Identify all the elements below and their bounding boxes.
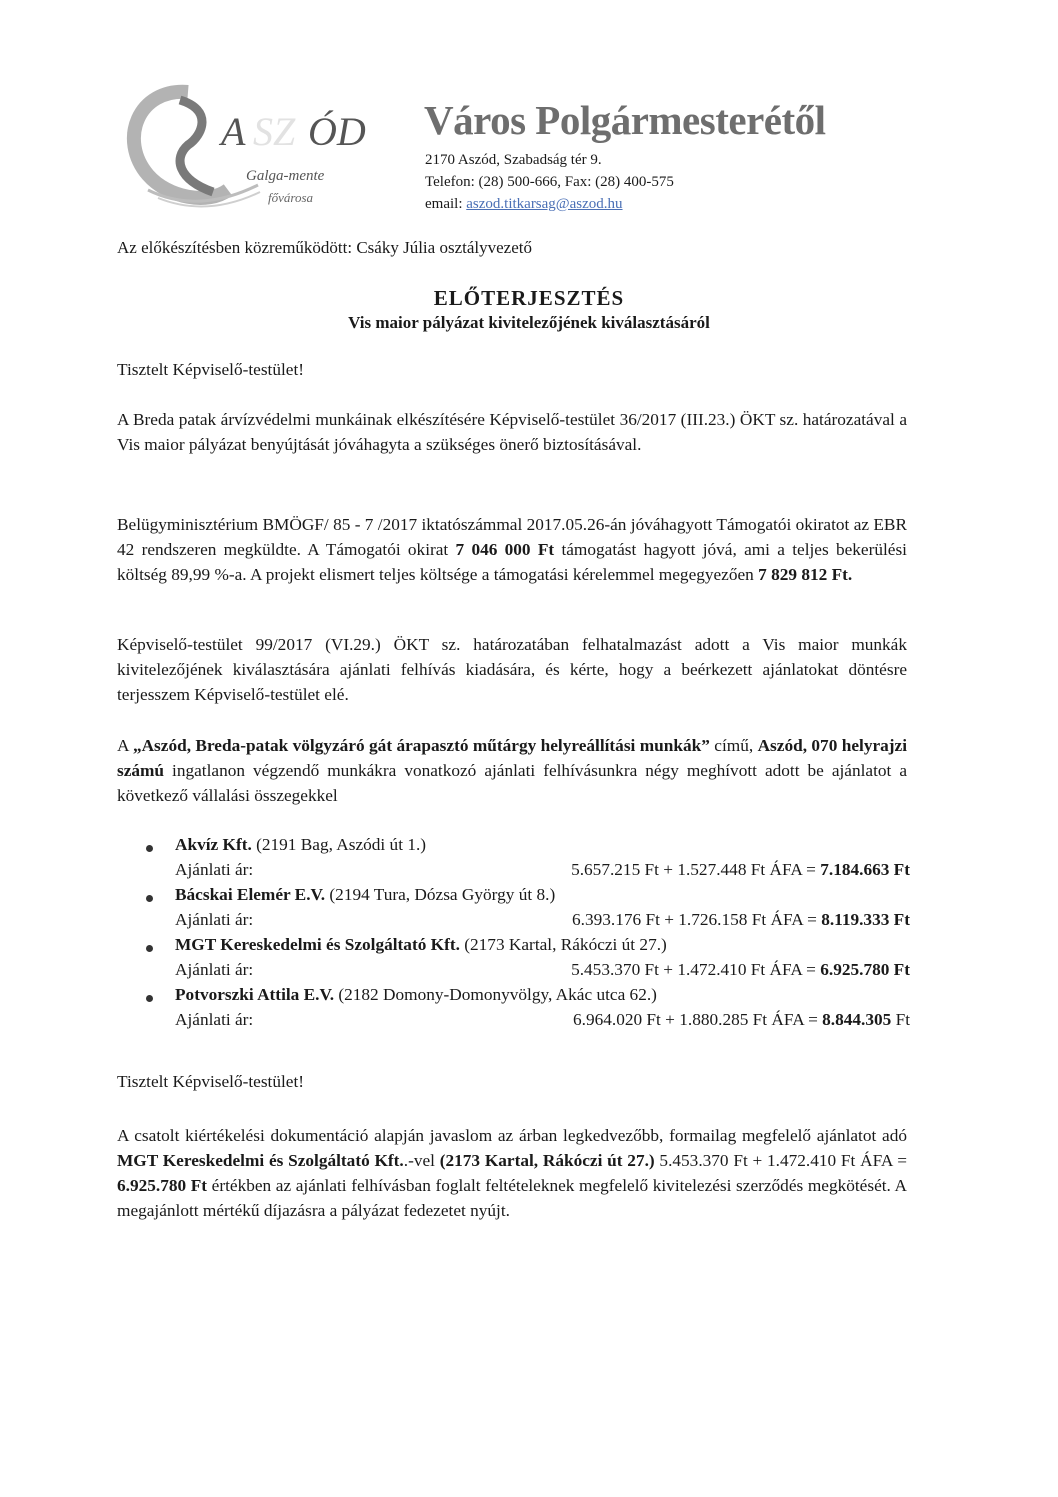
offer-price: 5.657.215 Ft + 1.527.448 Ft ÁFA = 7.184.663 Ft xyxy=(571,860,910,879)
offer-company: Akvíz Kft. xyxy=(175,835,252,854)
offer-item xyxy=(140,885,910,935)
conclusion-paragraph: A csatolt kiértékelési dokumentáció alapján javaslom az árban legkedvezőbb, formailag megfelelő ajánlatot adó MGT Kereskedelmi és Szolgáltató Kft..-vel (2173 Kartal, Rákóczi út 27.) 5.453.370 Ft + 1.472.410 Ft ÁFA = 6.925.780 Ft értékben az ajánlati felhívásban foglalt feltételeknek megfelelő kivitelezési szerződés megkötését. A megajánlott mértékű díjazásra a pályázat fedezetet nyújt. xyxy=(117,1126,907,1220)
svg-text:A: A xyxy=(221,109,246,154)
offer-price: 6.393.176 Ft + 1.726.158 Ft ÁFA = 8.119.333 Ft xyxy=(572,910,910,929)
offer-item xyxy=(140,935,910,985)
svg-text:fővárosa: fővárosa xyxy=(268,190,314,205)
header-email-line xyxy=(425,194,623,214)
winner-company: MGT Kereskedelmi és Szolgáltató Kft. xyxy=(117,1151,404,1170)
document-title: ELŐTERJESZTÉS xyxy=(433,286,625,310)
header-title: Város Polgármesterétől xyxy=(424,97,826,143)
email-label: email: xyxy=(425,196,467,212)
aszod-logo xyxy=(118,80,368,215)
offer-company: Bácskai Elemér E.V. xyxy=(175,885,326,904)
offer-price-label: Ajánlati ár: xyxy=(175,860,254,879)
winner-total: 6.925.780 Ft xyxy=(117,1176,208,1195)
email-link[interactable]: aszod.titkarsag@aszod.hu xyxy=(466,196,623,212)
offer-item xyxy=(140,835,910,885)
greeting-2: Tisztelt Képviselő-testület! xyxy=(117,1072,305,1091)
bullet-icon xyxy=(146,945,153,952)
bullet-icon xyxy=(146,845,153,852)
header-address: 2170 Aszód, Szabadság tér 9. xyxy=(425,152,602,168)
offer-address: (2194 Tura, Dózsa György út 8.) xyxy=(325,885,556,904)
offer-address: (2173 Kartal, Rákóczi út 27.) xyxy=(459,935,667,954)
document-subtitle: Vis maior pályázat kivitelezőjének kiválasztásáról xyxy=(348,313,710,332)
winner-address: (2173 Kartal, Rákóczi út 27.) xyxy=(439,1151,655,1170)
grant-amount: 7 046 000 Ft xyxy=(455,540,555,559)
paragraph-2: Belügyminisztérium BMÖGF/ 85 - 7 /2017 iktatószámmal 2017.05.26-án jóváhagyott Támogatói okiratot az EBR 42 rendszeren megküldte. A Támogatói okirat 7 046 000 Ft támogatást hagyott jóvá, ami a teljes bekerülési költség 89,99 %-a. A projekt elismert teljes költsége a támogatási kérelemmel megegyezően 7 829 812 Ft. xyxy=(117,515,907,584)
offer-price: 6.964.020 Ft + 1.880.285 Ft ÁFA = 8.844.305 Ft xyxy=(572,1010,910,1029)
greeting: Tisztelt Képviselő-testület! xyxy=(117,360,305,379)
offer-price-label: Ajánlati ár: xyxy=(175,1010,254,1029)
paragraph-1: A Breda patak árvízvédelmi munkáinak elkészítésére Képviselő-testület 36/2017 (III.23.) ÖKT sz. határozatával a Vis maior pályázat benyújtását jóváhagyta a szükséges önerő biztosításával. xyxy=(117,410,907,454)
parcel-number: Aszód, 070 helyrajzi számú xyxy=(117,736,907,780)
offer-price-label: Ajánlati ár: xyxy=(175,960,254,979)
offer-price: 5.453.370 Ft + 1.472.410 Ft ÁFA = 6.925.780 Ft xyxy=(571,960,910,979)
project-name: „Aszód, Breda-patak völgyzáró gát árapasztó műtárgy helyreállítási munkák” xyxy=(132,736,710,755)
offer-price-label: Ajánlati ár: xyxy=(175,910,254,929)
bullet-icon xyxy=(146,995,153,1002)
bullet-icon xyxy=(146,895,153,902)
offers-list xyxy=(140,835,910,1035)
svg-text:Galga-mente: Galga-mente xyxy=(246,168,325,184)
aszod-logo-icon xyxy=(118,80,368,215)
paragraph-4: A „Aszód, Breda-patak völgyzáró gát árapasztó műtárgy helyreállítási munkák” című, Aszód, 070 helyrajzi számú ingatlanon végzendő munkákra vonatkozó ajánlati felhívásunkra négy meghívott adott be ajánlatot a következő vállalási összegekkel xyxy=(117,736,907,805)
offer-company: MGT Kereskedelmi és Szolgáltató Kft. xyxy=(175,935,460,954)
svg-text:ÓD: ÓD xyxy=(308,109,366,154)
svg-text:SZ: SZ xyxy=(253,109,296,154)
offer-address: (2191 Bag, Aszódi út 1.) xyxy=(251,835,427,854)
offer-company: Potvorszki Attila E.V. xyxy=(175,985,335,1004)
header-phone-fax: Telefon: (28) 500-666, Fax: (28) 400-575 xyxy=(425,174,674,190)
offer-address: (2182 Domony-Domonyvölgy, Akác utca 62.) xyxy=(334,985,657,1004)
total-cost: 7 829 812 Ft. xyxy=(758,565,853,584)
paragraph-3: Képviselő-testület 99/2017 (VI.29.) ÖKT sz. határozatában felhatalmazást adott a Vis maior munkák kivitelezőjének kiválasztására ajánlati felhívás kiadására, és kérte, hogy a beérkezett ajánlatokat döntésre terjesszem Képviselő-testület elé. xyxy=(117,635,907,704)
offer-item xyxy=(140,985,910,1035)
prepared-by: Az előkészítésben közreműködött: Csáky Júlia osztályvezető xyxy=(117,238,532,257)
